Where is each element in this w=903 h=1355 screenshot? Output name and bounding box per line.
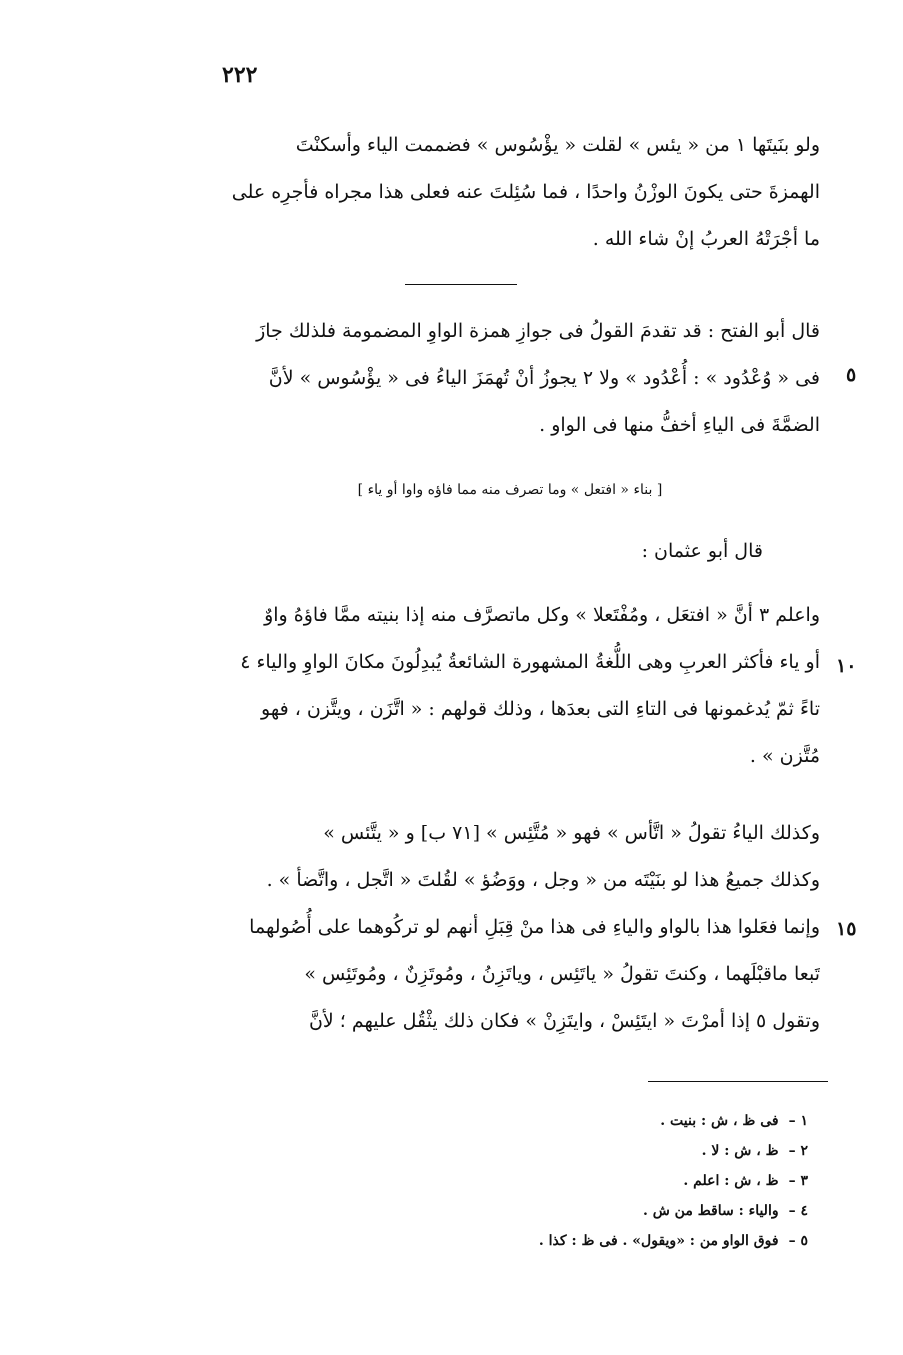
- text-line: فى « وُعْدُود » : أُعْدُود » ولا ٢ يجوزُ أنْ تُهمَزَ الياءُ فى « يؤْسُوس » لأنَّ: [268, 367, 820, 389]
- footnote-text: والياء : ساقط من ش .: [642, 1203, 779, 1219]
- footnote-item: [308, 1136, 808, 1166]
- footnote-text: ظ ، ش : لا .: [701, 1143, 779, 1159]
- text-line: الهمزةَ حتى يكونَ الوزْنُ واحدًا ، فما سُئِلتَ عنه فعلى هذا مجراه فأجرِه على: [231, 181, 820, 203]
- footnote-item: [308, 1106, 808, 1136]
- footnote-number: ٤ –: [788, 1203, 808, 1219]
- margin-line-number: ١٠: [836, 655, 857, 677]
- text-line: وكذلك الياءُ تقولُ « اتَّأس » فهو « مُتَّئِس » [٧١ ب] و « يتَّئس »: [323, 822, 820, 844]
- footnote-text: ظ ، ش : اعلم .: [683, 1173, 779, 1189]
- text-line: قال أبو الفتح : قد تقدمَ القولُ فى جوازِ همزة الواوِ المضمومة فلذلك جازَ: [256, 320, 820, 342]
- text-line: تَبعا ماقبْلَهما ، وكنتَ تقولُ « ياتَئِس ، وياتَزِنُ ، ومُوتَزِنٌ ، ومُوتَئِس »: [304, 963, 820, 985]
- footnote-number: ١ –: [788, 1113, 808, 1129]
- footnote-number: ٣ –: [788, 1173, 808, 1189]
- footnote-number: ٢ –: [788, 1143, 808, 1159]
- paragraph-4: [100, 810, 820, 1045]
- text-line: مُتَّزن » .: [749, 745, 820, 767]
- section-divider: [405, 284, 517, 285]
- text-line: وإنما فعَلوا هذا بالواو والياءِ فى هذا منْ قِبَلِ أنهم لو تركُوهما على أُصُولهما: [249, 916, 820, 938]
- section-heading: [ بناء « افتعل » وما تصرف منه مما فاؤه واوا أو ياء ]: [357, 482, 663, 498]
- paragraph-3: [100, 592, 820, 780]
- footnote-item: [308, 1166, 808, 1196]
- text-line: ما أجْرَتْهُ العربُ إنْ شاء الله .: [592, 228, 820, 250]
- footnotes: [308, 1106, 808, 1256]
- text-line: واعلم ٣ أنَّ « افتعَل ، ومُفْتَعلا » وكل ماتصرَّف منه إذا بنيته ممَّا فاؤهُ واوٌ: [264, 604, 820, 626]
- footnote-text: فوق الواو من : «ويقول» . فى ظ : كذا .: [538, 1233, 779, 1249]
- footnote-divider: [648, 1081, 828, 1082]
- text-line: ولو بنَيتَها ١ من « يئس » لقلت « يؤْسُوس » فضممت الياء وأسكنْتَ: [295, 134, 820, 156]
- text-line: وكذلك جميعُ هذا لو بنَيْتَه من « وجل ، ووَضُؤ » لقُلتَ « اتَّجل ، واتَّضأ » .: [266, 869, 820, 891]
- speaker-label: قال أبو عثمان :: [641, 540, 763, 562]
- footnote-item: [308, 1226, 808, 1256]
- text-line: تاءً ثمّ يُدغمونها فى التاءِ التى بعدَها ، وذلك قولهم : « اتَّزَن ، ويتَّزن ، فهو: [261, 698, 820, 720]
- margin-line-number: ٥: [846, 364, 857, 386]
- paragraph-1: [100, 122, 820, 263]
- text-line: أو ياء فأكثر العربِ وهى اللُّغةُ المشهورة الشائعةُ يُبدِلُونَ مكانَ الواوِ والياء ٤: [240, 651, 820, 673]
- text-line: الضمَّةَ فى الياءِ أخفُّ منها فى الواو .: [539, 414, 820, 436]
- footnote-item: [308, 1196, 808, 1226]
- footnote-number: ٥ –: [788, 1233, 808, 1249]
- margin-line-number: ١٥: [836, 918, 857, 940]
- text-line: وتقول ٥ إذا أمرْتَ « ايتَئِسْ ، وايتَزِنْ » فكان ذلك يثْقُل عليهم ؛ لأنَّ: [308, 1010, 820, 1032]
- footnote-text: فى ظ ، ش : بنيت .: [660, 1113, 779, 1129]
- paragraph-2: [100, 308, 820, 449]
- page-number: ٢٢٢: [222, 62, 258, 88]
